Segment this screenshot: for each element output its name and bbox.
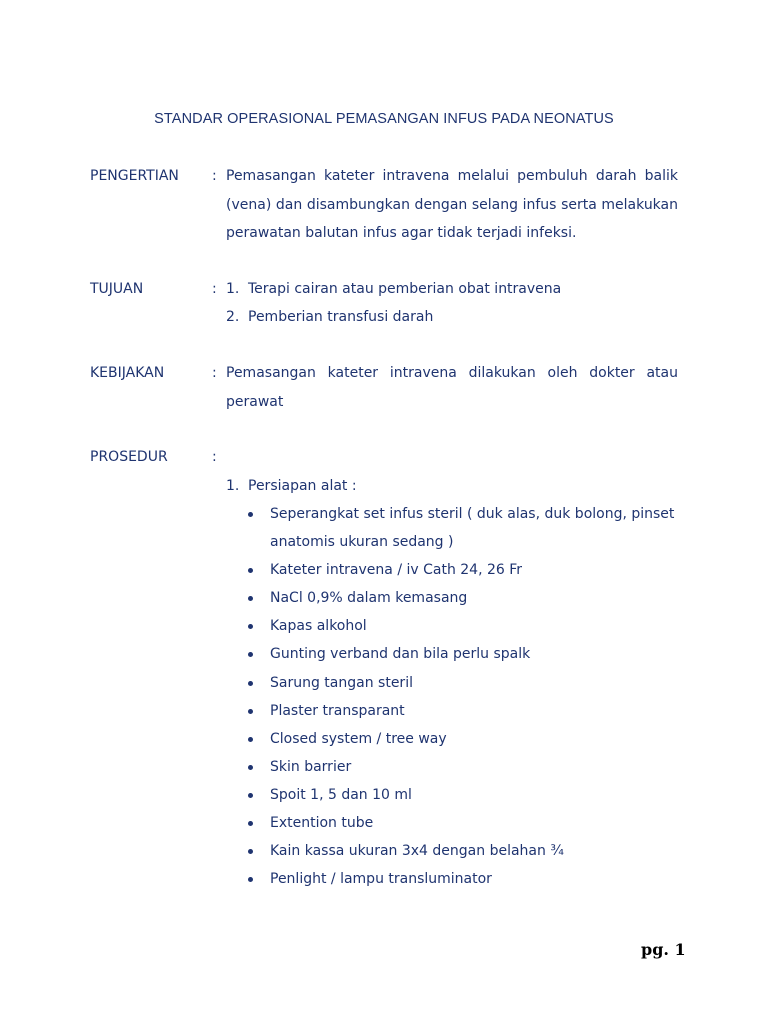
section-label-pengertian: PENGERTIAN — [90, 168, 179, 184]
bullet-icon — [248, 765, 253, 770]
section-colon: : — [212, 449, 217, 465]
list-item: Extention tube — [248, 809, 680, 837]
bullet-icon — [248, 596, 253, 601]
prosedur-steps — [226, 472, 357, 500]
list-item: 2. Pemberian transfusi darah — [226, 309, 434, 325]
section-colon: : — [212, 365, 217, 381]
equipment-list — [248, 500, 680, 893]
list-item: Sarung tangan steril — [248, 669, 680, 697]
bullet-icon — [248, 793, 253, 798]
pengertian-text: Pemasangan kateter intravena melalui pembuluh darah balik (vena) dan disambungkan dengan selang infus serta melakukan perawatan balutan infus agar tidak terjadi infeksi. — [226, 168, 678, 241]
list-item: 1. Persiapan alat : — [226, 478, 357, 494]
page-number: pg. 1 — [641, 940, 686, 959]
list-item: Seperangkat set infus steril ( duk alas, duk bolong, pinset anatomis ukuran sedang ) — [248, 500, 680, 556]
list-item: 1. Terapi cairan atau pemberian obat intravena — [226, 281, 562, 297]
list-item: Gunting verband dan bila perlu spalk — [248, 640, 680, 668]
kebijakan-text: Pemasangan kateter intravena dilakukan oleh dokter atau perawat — [226, 365, 678, 410]
list-item: Kateter intravena / iv Cath 24, 26 Fr — [248, 556, 680, 584]
bullet-icon — [248, 512, 253, 517]
list-item: Skin barrier — [248, 753, 680, 781]
bullet-icon — [248, 624, 253, 629]
bullet-icon — [248, 652, 253, 657]
bullet-icon — [248, 849, 253, 854]
list-item: Penlight / lampu transluminator — [248, 865, 680, 893]
section-label-tujuan: TUJUAN — [90, 281, 144, 297]
section-colon: : — [212, 168, 217, 184]
list-item: Closed system / tree way — [248, 725, 680, 753]
bullet-icon — [248, 877, 253, 882]
bullet-icon — [248, 737, 253, 742]
list-item: Plaster transparant — [248, 697, 680, 725]
list-item: NaCl 0,9% dalam kemasang — [248, 584, 680, 612]
section-label-prosedur: PROSEDUR — [90, 449, 168, 465]
section-colon: : — [212, 281, 217, 297]
list-item: Kain kassa ukuran 3x4 dengan belahan ¾ — [248, 837, 680, 865]
bullet-icon — [248, 568, 253, 573]
bullet-icon — [248, 709, 253, 714]
tujuan-list — [226, 275, 561, 331]
page-title: STANDAR OPERASIONAL PEMASANGAN INFUS PADA NEONATUS — [154, 111, 614, 127]
section-label-kebijakan: KEBIJAKAN — [90, 365, 165, 381]
bullet-icon — [248, 681, 253, 686]
list-item: Kapas alkohol — [248, 612, 680, 640]
list-item: Spoit 1, 5 dan 10 ml — [248, 781, 680, 809]
bullet-icon — [248, 821, 253, 826]
